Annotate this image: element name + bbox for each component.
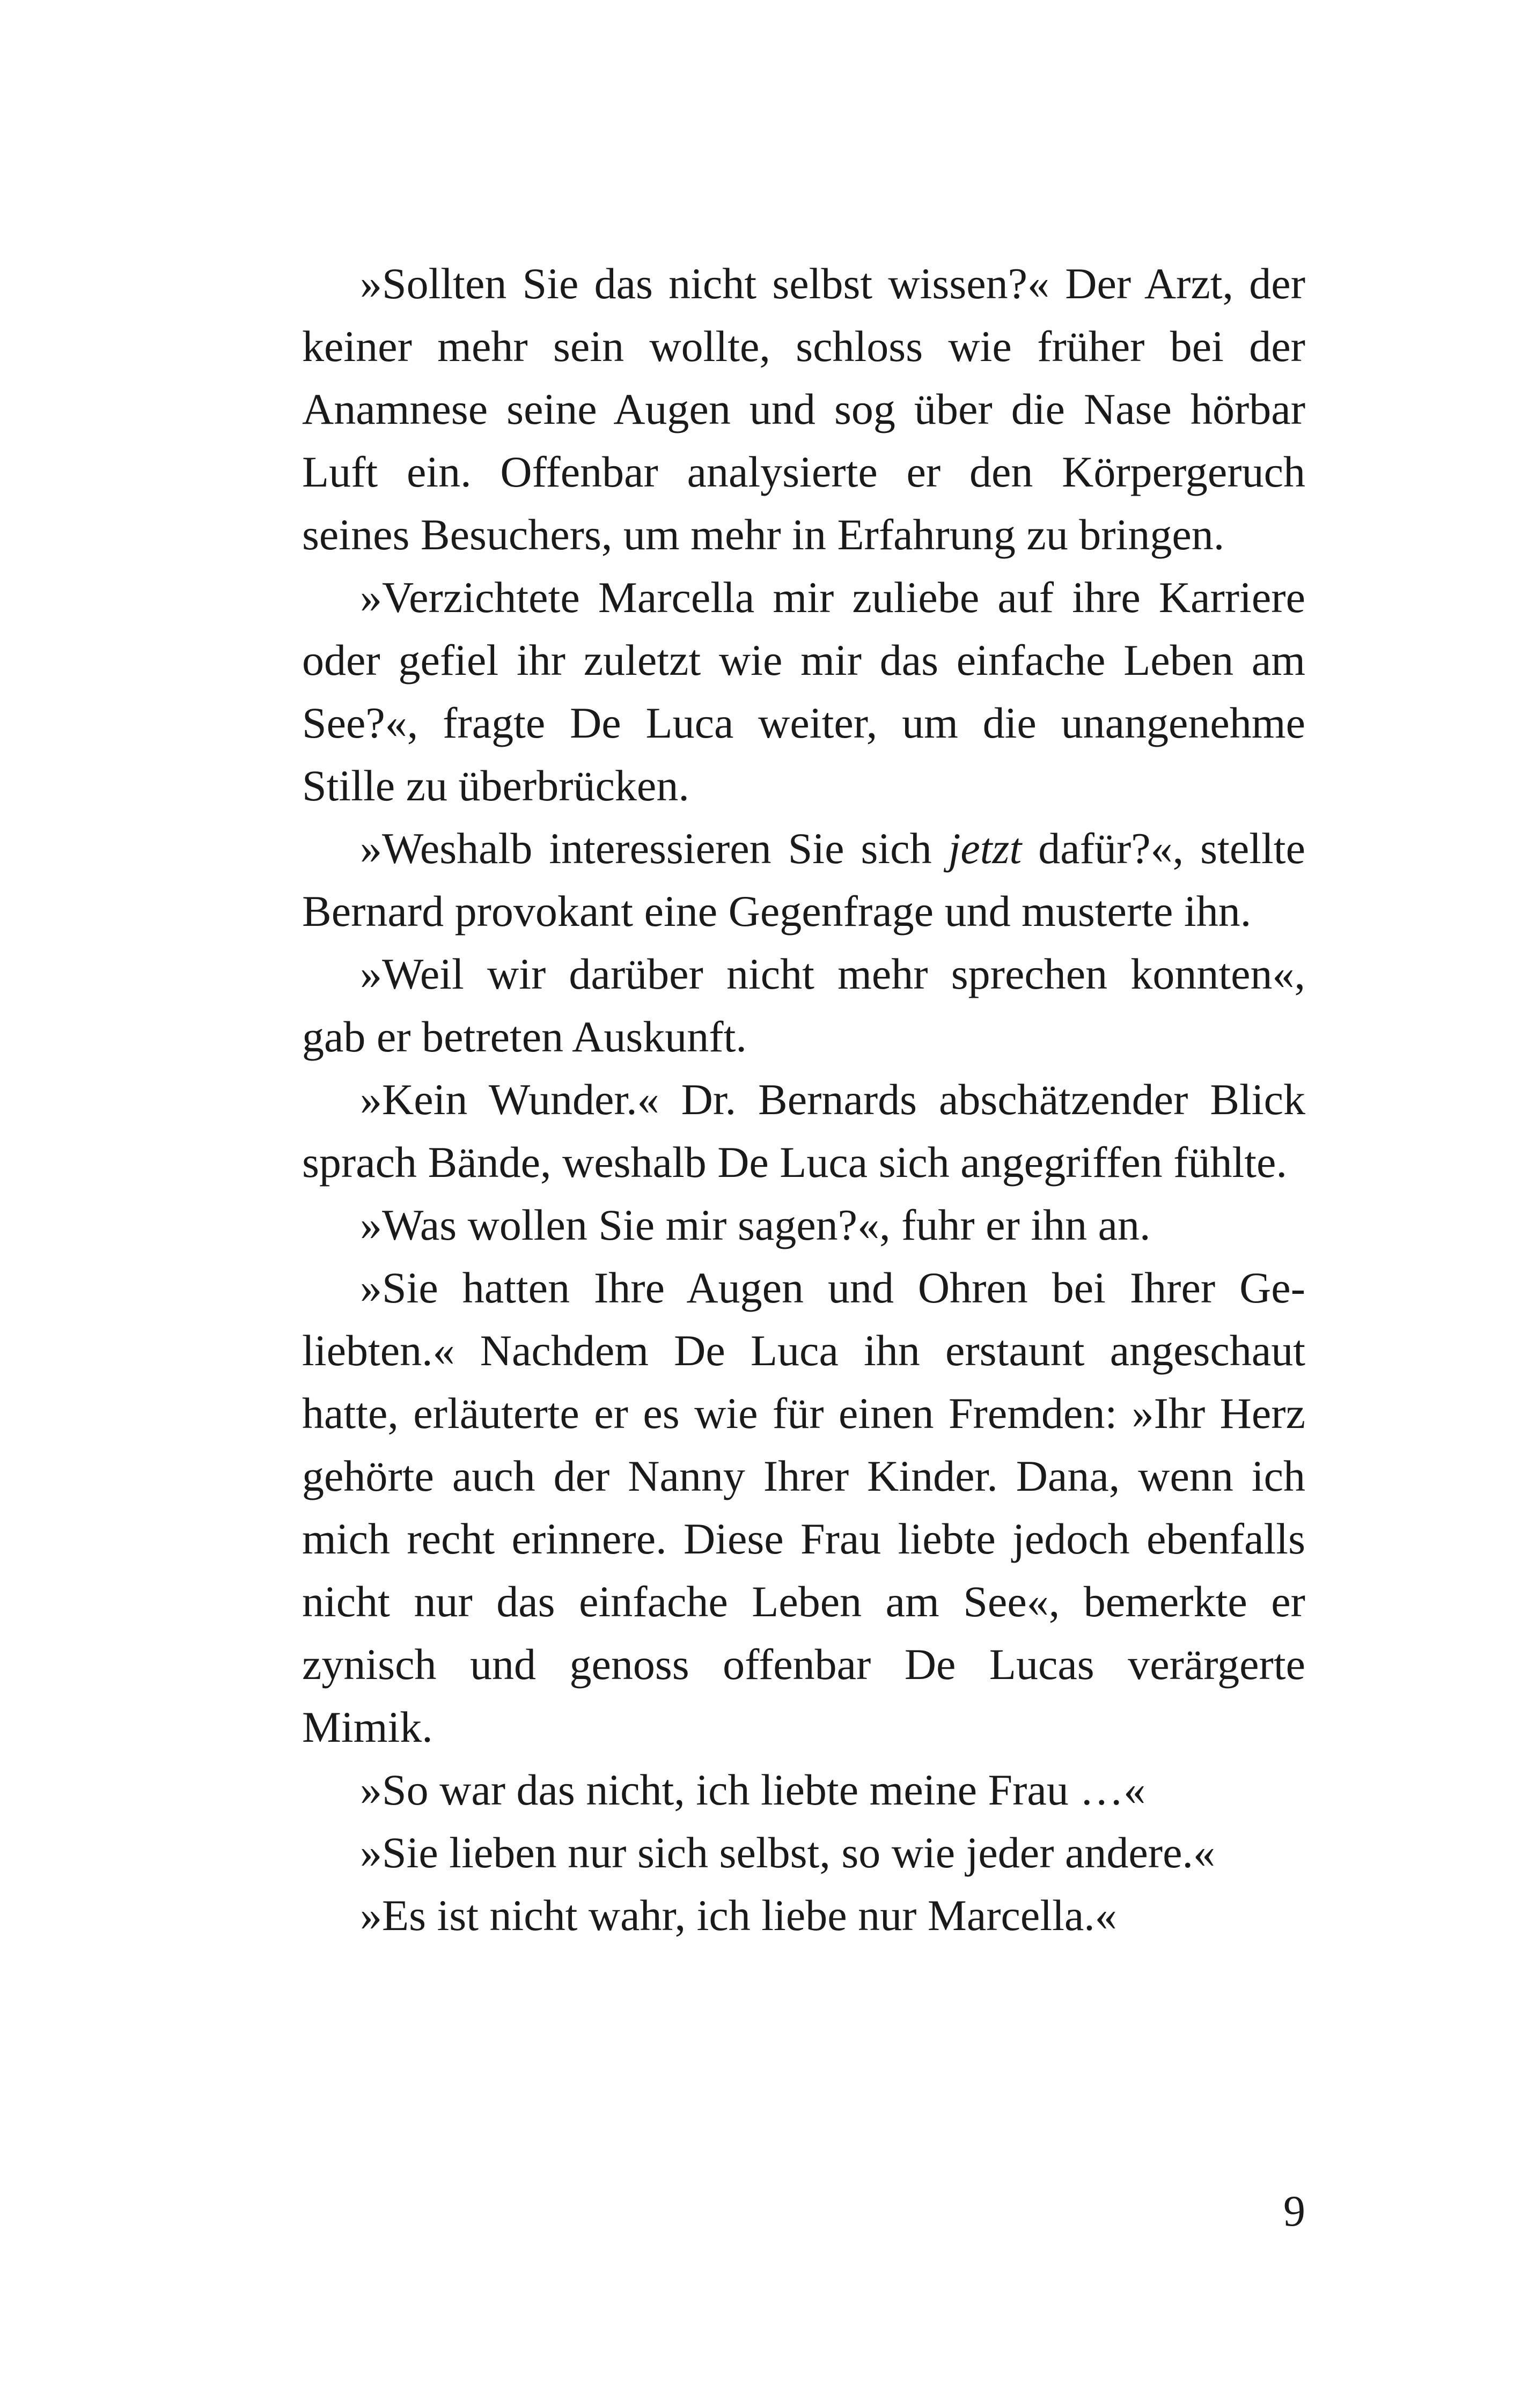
paragraph-text: »Sie hatten Ihre Augen und Ohren bei Ihrer Geliebten.« Nachdem De Luca ihn erstaunt angeschaut hatte, erläuterte er es wie für einen Fremden: »Ihr Herz gehörte auch der Nanny Ihrer Kinder. Dana, wenn ich mich recht erinnere. Diese Frau liebte jedoch ebenfalls nicht nur das einfache Leben am See«, bemerkte er zynisch und genoss offenbar De Lucas verärgerte Mimik. (302, 1263, 1305, 1751)
paragraph-text: »Was wollen Sie mir sagen?«, fuhr er ihn an. (360, 1201, 1151, 1249)
emphasized-word: jetzt (948, 824, 1022, 873)
paragraph-text: »Es ist nicht wahr, ich liebe nur Marcella.« (360, 1891, 1117, 1940)
paragraph-text: »Sie lieben nur sich selbst, so wie jeder andere.« (360, 1828, 1215, 1877)
paragraph-text: »Sollten Sie das nicht selbst wissen?« Der Arzt, der keiner mehr sein wollte, schloss wie früher bei der Anamnese seine Augen und sog über die Nase hörbar Luft ein. Offenbar analysierte er den Körpergeruch seines Besuchers, um mehr in Erfahrung zu bringen. (302, 259, 1305, 559)
paragraph (302, 252, 1305, 566)
paragraph-text: »Weil wir darüber nicht mehr sprechen konnten«, gab er betreten Auskunft. (302, 949, 1305, 1061)
paragraph-text: »So war das nicht, ich liebte meine Frau …« (360, 1765, 1146, 1814)
paragraph-text: »Verzichtete Marcella mir zuliebe auf ihre Karriere oder gefiel ihr zuletzt wie mir das einfache Leben am See?«, fragte De Luca weiter, um die unangenehme Stille zu überbrücken. (302, 573, 1305, 810)
page-body (302, 252, 1305, 1947)
paragraph-text: »Kein Wunder.« Dr. Bernards abschätzender Blick sprach Bände, weshalb De Luca sich angegriffen fühlte. (302, 1075, 1305, 1187)
paragraph (302, 942, 1305, 1068)
paragraph (302, 1884, 1305, 1947)
paragraph (302, 1758, 1305, 1821)
paragraph (302, 1194, 1305, 1256)
paragraph-text: »Weshalb interessieren Sie sich (360, 824, 949, 873)
paragraph (302, 1256, 1305, 1758)
paragraph-text: dafür?«, stellte Bernard provokant eine Gegenfrage und musterte ihn. (302, 824, 1305, 936)
paragraph (302, 566, 1305, 817)
paragraph (302, 817, 1305, 942)
paragraph (302, 1821, 1305, 1884)
page-number: 9 (1283, 2186, 1305, 2235)
paragraph (302, 1068, 1305, 1194)
